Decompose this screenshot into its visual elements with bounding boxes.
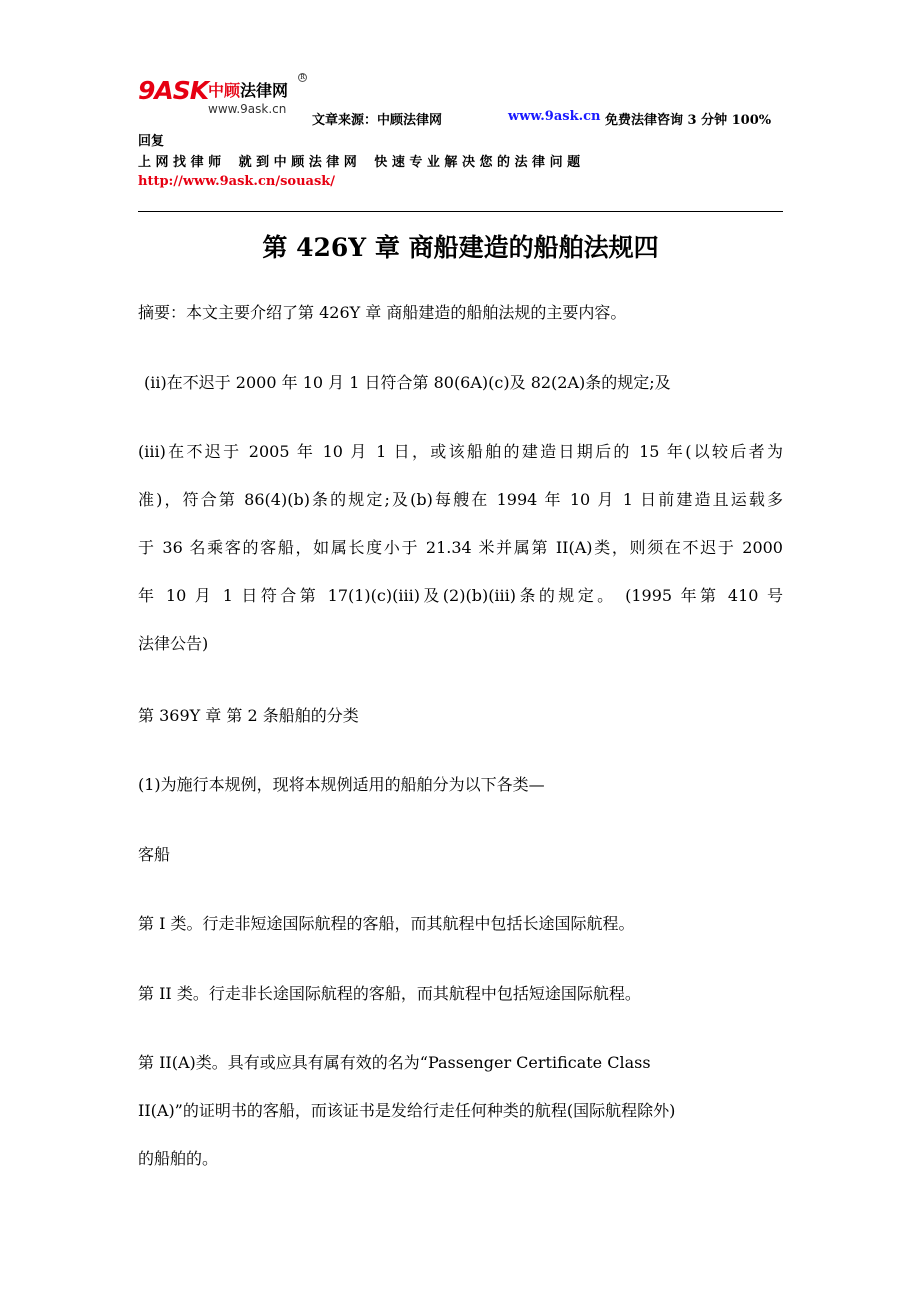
class-iia-line: II(A)”的证明书的客船，而该证书是发给行走任何种类的航程(国际航程除外) [138, 1101, 676, 1120]
class-ii-paragraph: 第 II 类。行走非长途国际航程的客船，而其航程中包括短途国际航程。 [138, 984, 641, 1003]
site-logo[interactable] [138, 76, 338, 122]
logo-url: www.9ask.cn [208, 102, 287, 116]
paragraph-iii-line: 准)，符合第 86(4)(b)条的规定;及(b)每艘在 1994 年 10 月 1 日前建造且运载多 [138, 490, 783, 509]
site-url-link[interactable]: www.9ask.cn [508, 109, 601, 124]
class-iia-line: 第 II(A)类。具有或应具有属有效的名为“Passenger Certificate Class [138, 1053, 651, 1072]
class-i-paragraph: 第 I 类。行走非短途国际航程的客船，而其航程中包括长途国际航程。 [138, 914, 635, 933]
souask-link[interactable]: http://www.9ask.cn/souask/ [138, 174, 336, 189]
logo-chinese-name: 中顾法律网 [208, 81, 289, 100]
document-title: 第 426Y 章 商船建造的船舶法规四 [262, 233, 659, 262]
chapter-heading: 第 369Y 章 第 2 条船舶的分类 [138, 706, 359, 725]
class-iia-line: 的船舶的。 [138, 1149, 219, 1168]
paragraph-iii-line: 于 36 名乘客的客船，如属长度小于 21.34 米并属第 II(A)类，则须在不迟于 2000 [138, 538, 783, 557]
header-divider [138, 211, 783, 212]
paragraph-1: (1)为施行本规例，现将本规例适用的船舶分为以下各类— [138, 775, 545, 794]
paragraph-iii-line: 年 10 月 1 日符合第 17(1)(c)(iii)及(2)(b)(iii)条的规定。 (1995 年第 410 号 [138, 586, 783, 605]
paragraph-iii-line: 法律公告) [138, 634, 209, 653]
paragraph-iii-line: (iii)在不迟于 2005 年 10 月 1 日，或该船舶的建造日期后的 15 年(以较后者为 [138, 442, 783, 461]
reply-text: 回复 [138, 134, 165, 149]
registered-mark-icon: R [298, 73, 307, 82]
consult-text: 免费法律咨询 3 分钟 100% [605, 113, 772, 128]
summary-paragraph: 摘要：本文主要介绍了第 426Y 章 商船建造的船舶法规的主要内容。 [138, 303, 627, 322]
source-label: 文章来源：中顾法律网 [312, 113, 443, 128]
logo-brand-mark: 9ASK [138, 76, 209, 105]
slogan: 上 网 找 律 师 就 到 中 顾 法 律 网 快 速 专 业 解 决 您 的 法 律 问 题 [138, 155, 581, 170]
paragraph-ii: (ii)在不迟于 2000 年 10 月 1 日符合第 80(6A)(c)及 82(2A)条的规定;及 [144, 373, 671, 392]
passenger-ship-heading: 客船 [138, 845, 171, 864]
